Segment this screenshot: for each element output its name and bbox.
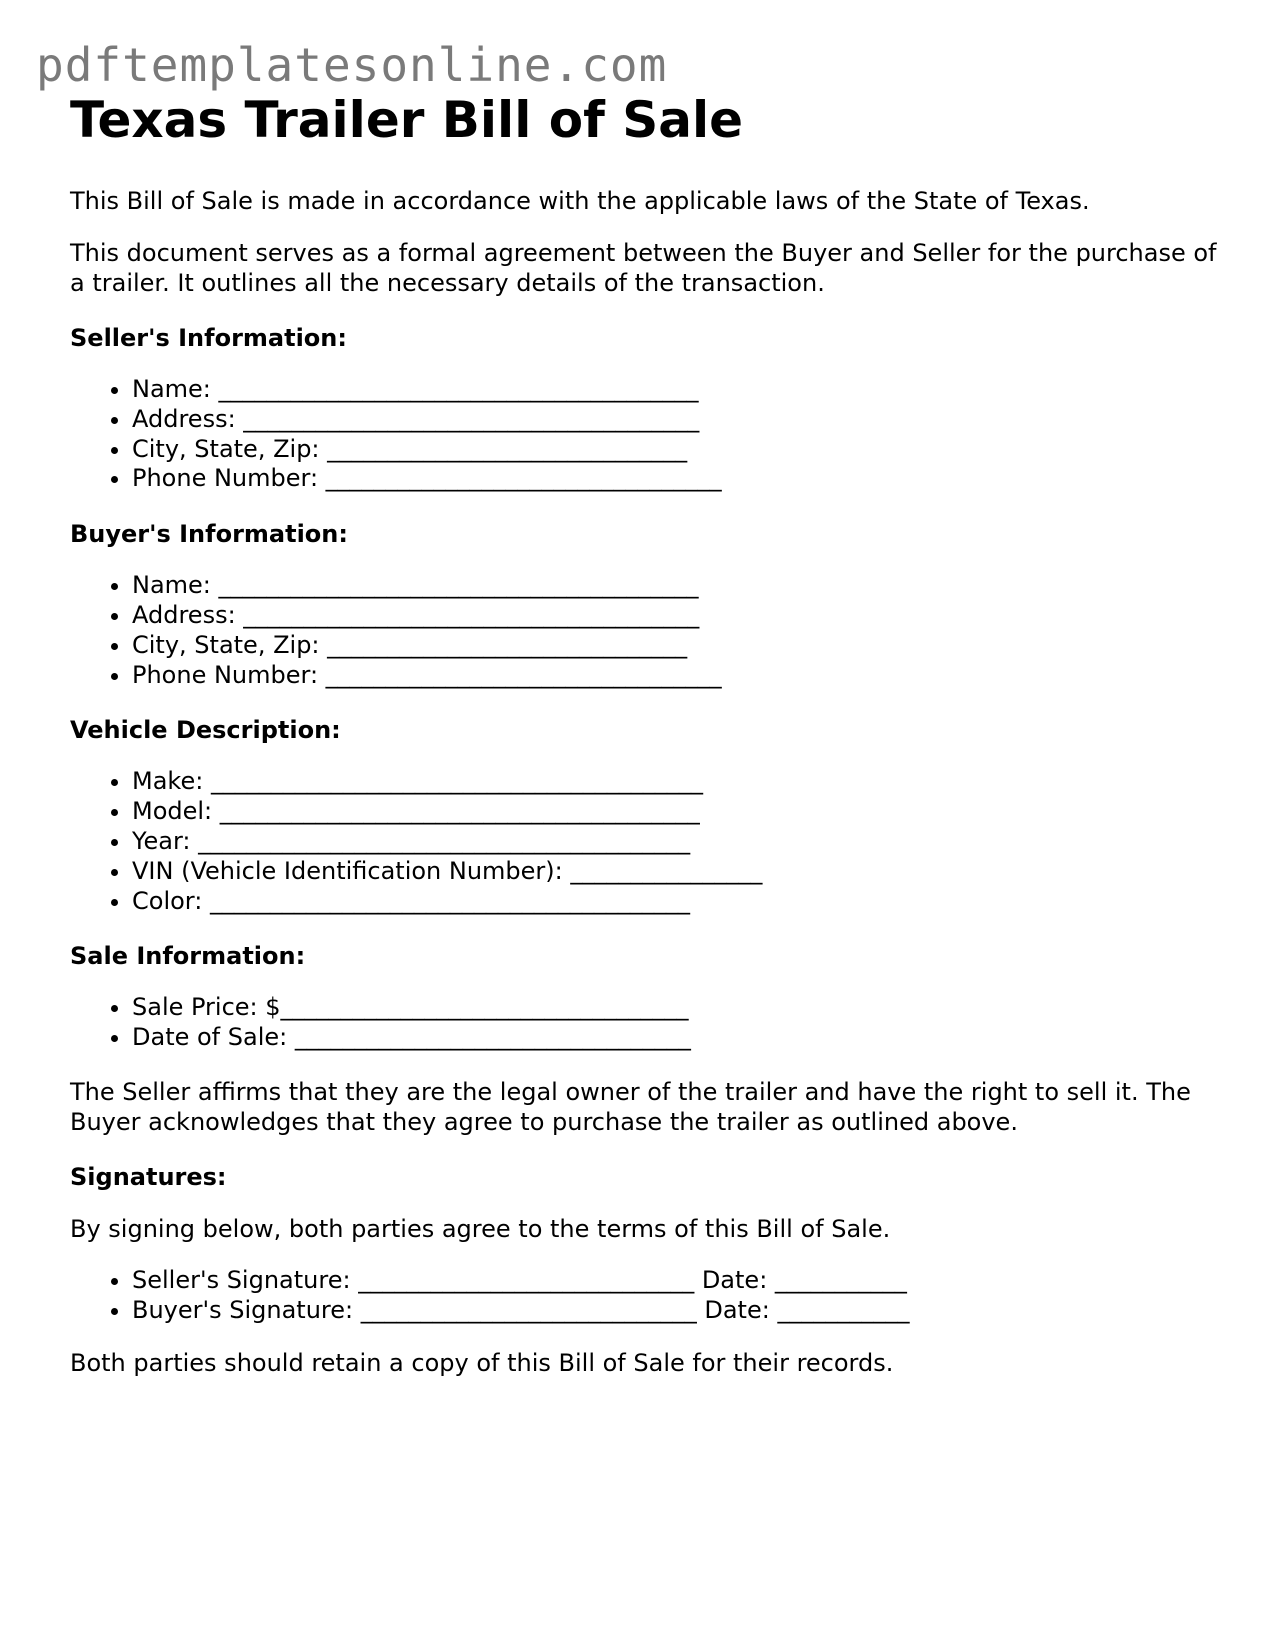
seller-name-field[interactable]: • Name: ________________________________________ <box>132 375 1220 405</box>
sale-fields-list <box>70 993 1220 1053</box>
closing-paragraph: Both parties should retain a copy of this Bill of Sale for their records. <box>70 1348 894 1377</box>
buyer-phone-field[interactable]: • Phone Number: _________________________________ <box>132 661 1220 691</box>
intro-paragraph: This Bill of Sale is made in accordance with the applicable laws of the State of Texas. <box>70 187 1090 215</box>
vehicle-model-field[interactable]: • Model: ________________________________________ <box>132 797 1220 827</box>
affirmation-paragraph: The Seller affirms that they are the legal owner of the trailer and have the right to sell it. The Buyer acknowledges that they agree to purchase the trailer as outlined above. <box>70 1077 1191 1136</box>
seller-fields-list <box>70 375 1220 494</box>
buyer-city-state-zip-field[interactable]: • City, State, Zip: ______________________________ <box>132 631 1220 661</box>
seller-signature-field[interactable]: • Seller's Signature: ____________________________ Date: ___________ <box>132 1266 1220 1296</box>
buyer-name-field[interactable]: • Name: ________________________________________ <box>132 571 1220 601</box>
vehicle-make-field[interactable]: • Make: _________________________________________ <box>132 767 1220 797</box>
seller-heading: Seller's Information: <box>70 324 347 352</box>
buyer-heading: Buyer's Information: <box>70 520 348 549</box>
sale-heading: Sale Information: <box>70 942 306 971</box>
description-paragraph: This document serves as a formal agreement between the Buyer and Seller for the purchase of a trailer. It outlines all the necessary details of the transaction. <box>70 239 1217 297</box>
vehicle-vin-field[interactable]: • VIN (Vehicle Identification Number): ________________ <box>132 857 1220 887</box>
signatures-intro: By signing below, both parties agree to the terms of this Bill of Sale. <box>70 1214 891 1243</box>
document <box>70 88 1220 1378</box>
vehicle-heading: Vehicle Description: <box>70 716 341 745</box>
seller-city-state-zip-field[interactable]: • City, State, Zip: ______________________________ <box>132 435 1220 465</box>
sale-date-field[interactable]: • Date of Sale: _________________________________ <box>132 1023 1220 1053</box>
sale-price-field[interactable]: • Sale Price: $__________________________________ <box>132 993 1220 1023</box>
buyer-address-field[interactable]: • Address: ______________________________________ <box>132 601 1220 631</box>
vehicle-color-field[interactable]: • Color: ________________________________________ <box>132 887 1220 917</box>
buyer-signature-field[interactable]: • Buyer's Signature: ____________________________ Date: ___________ <box>132 1296 1220 1326</box>
buyer-fields-list <box>70 571 1220 690</box>
page-title: Texas Trailer Bill of Sale <box>70 91 744 149</box>
seller-address-field[interactable]: • Address: ______________________________________ <box>132 405 1220 435</box>
signature-fields-list <box>70 1266 1220 1326</box>
signatures-heading: Signatures: <box>70 1162 227 1191</box>
vehicle-fields-list <box>70 767 1220 916</box>
seller-phone-field[interactable]: • Phone Number: _________________________________ <box>132 464 1220 494</box>
watermark: pdftemplatesonline.com <box>36 38 668 92</box>
vehicle-year-field[interactable]: • Year: _________________________________________ <box>132 827 1220 857</box>
